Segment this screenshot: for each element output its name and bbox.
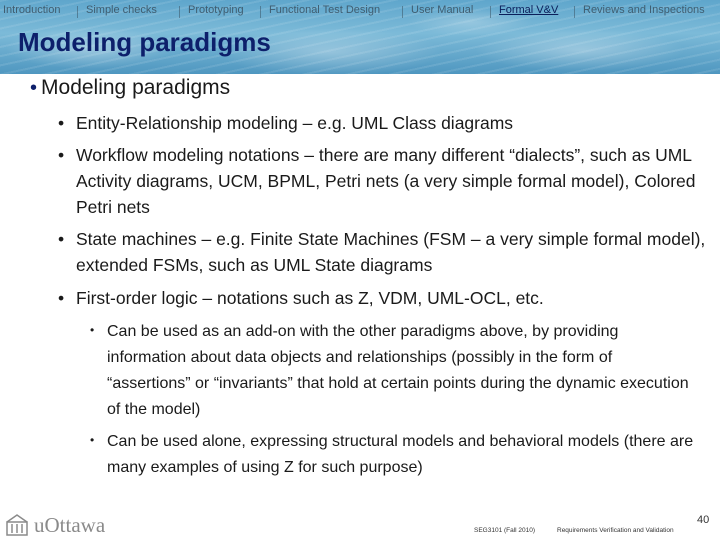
sub-bullet-text: Can be used alone, expressing structural models and behavioral models (there are many examples of using Z for such purpose) — [107, 433, 694, 476]
bullet-icon: • — [58, 229, 65, 249]
nav-item-simple-checks[interactable]: Simple checks — [86, 4, 157, 16]
bullet-text: Entity-Relationship modeling – e.g. UML Class diagrams — [76, 113, 514, 133]
nav-separator — [77, 6, 78, 18]
nav-separator — [402, 6, 403, 18]
nav-separator — [490, 6, 491, 18]
footer-course: SEG3101 (Fall 2010) — [474, 527, 536, 534]
sub-bullet-item — [90, 427, 700, 481]
bullet-icon: • — [30, 77, 38, 99]
nav-separator — [179, 6, 180, 18]
bullet-icon: • — [90, 323, 95, 337]
bullet-icon: • — [58, 288, 65, 308]
nav-item-introduction[interactable]: Introduction — [3, 4, 61, 16]
bullet-icon: • — [90, 433, 95, 447]
bullet-item — [58, 226, 708, 278]
footer-subject: Requirements Verification and Validation — [557, 527, 674, 534]
section-nav — [0, 0, 720, 22]
university-logo — [6, 511, 105, 539]
page-number: 40 — [697, 514, 710, 526]
sub-bullet-text: Can be used as an add-on with the other paradigms above, by providing information about data objects and relationships (possibly in the form of “assertions” or “invariants” that hold at certain points during the dynamic execution of the model) — [107, 323, 689, 418]
bullet-icon: • — [58, 113, 65, 133]
nav-separator — [260, 6, 261, 18]
level1-heading — [30, 76, 230, 100]
nav-item-prototyping[interactable]: Prototyping — [188, 4, 244, 16]
bullet-item — [58, 285, 708, 311]
bullet-text: Workflow modeling notations – there are many different “dialects”, such as UML Activity diagrams, UCM, BPML, Petri nets (a very simple formal model), Colored Petri nets — [76, 145, 696, 217]
nav-item-functional-test-design[interactable]: Functional Test Design — [269, 4, 381, 16]
nav-separator — [574, 6, 575, 18]
nav-item-formal-vv[interactable]: Formal V&V — [499, 4, 559, 16]
bullet-icon: • — [58, 145, 65, 165]
slide-title: Modeling paradigms — [18, 27, 271, 57]
nav-item-user-manual[interactable]: User Manual — [411, 4, 474, 16]
bullet-text: State machines – e.g. Finite State Machines (FSM – a very simple formal model), extended FSMs, such as UML State diagrams — [76, 229, 706, 275]
sub-bullet-item — [90, 317, 700, 423]
bullet-item — [58, 142, 708, 220]
header-banner — [0, 0, 720, 74]
nav-item-reviews-and-inspections[interactable]: Reviews and Inspections — [583, 4, 705, 16]
level1-heading-text: Modeling paradigms — [41, 76, 231, 99]
logo-text: uOttawa — [34, 512, 106, 537]
bullet-text: First-order logic – notations such as Z, VDM, UML-OCL, etc. — [76, 288, 544, 308]
crest-icon — [6, 514, 28, 536]
bullet-item — [58, 110, 708, 136]
